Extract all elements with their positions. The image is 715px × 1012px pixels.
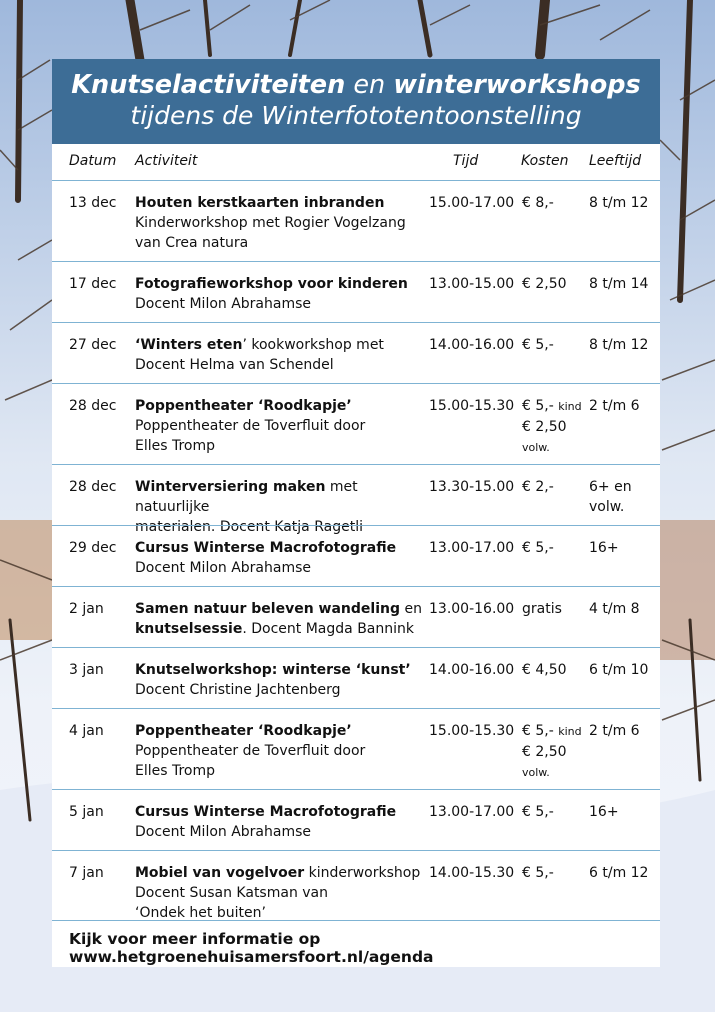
activity-line-2-text: . Docent Magda Bannink <box>242 621 414 637</box>
cost-line-1 <box>522 660 592 680</box>
row-date: 27 dec <box>69 337 117 353</box>
cost-value: € 2,50 <box>522 276 567 292</box>
activity-title: Knutselworkshop: winterse ‘kunst’ <box>135 662 411 678</box>
row-date: 28 dec <box>69 479 117 495</box>
title-banner <box>52 59 660 144</box>
row-age <box>589 599 653 619</box>
row-activity <box>135 599 430 639</box>
age-line-1: 8 t/m 12 <box>589 195 649 211</box>
activity-line-1 <box>135 863 430 883</box>
activity-title: ‘Winters eten <box>135 337 243 353</box>
activity-line-2-text: Kinderworkshop met Rogier Vogelzang <box>135 215 406 231</box>
more-info-footer: Kijk voor meer informatie op www.hetgroenehuisamersfoort.nl/agenda <box>52 920 660 966</box>
activity-line-2 <box>135 883 430 903</box>
row-activity <box>135 274 430 314</box>
age-line-1: 8 t/m 14 <box>589 276 649 292</box>
activity-title: Houten kerstkaarten inbranden <box>135 195 385 211</box>
activity-line-1 <box>135 538 430 558</box>
row-date: 7 jan <box>69 865 104 881</box>
cost-line-1 <box>522 477 592 497</box>
cost-value-2: € 2,50 <box>522 744 567 760</box>
row-time: 13.00-16.00 <box>429 601 515 617</box>
row-date: 17 dec <box>69 276 117 292</box>
row-activity <box>135 193 430 253</box>
cost-line-2 <box>522 417 592 458</box>
activity-line-2 <box>135 558 430 578</box>
cost-note: kind <box>558 725 582 738</box>
activity-line-3: ‘Ondek het buiten’ <box>135 905 266 921</box>
cost-value-2: € 2,50 <box>522 419 567 435</box>
cost-value: € 8,- <box>522 195 554 211</box>
activity-line-2-text: Docent Milon Abrahamse <box>135 560 312 576</box>
row-time: 15.00-15.30 <box>429 723 515 739</box>
age-line-1: 2 t/m 6 <box>589 398 640 414</box>
age-line-1: 8 t/m 12 <box>589 337 649 353</box>
row-time: 15.00-15.30 <box>429 398 515 414</box>
cost-note-2: volw. <box>522 441 550 454</box>
row-date: 28 dec <box>69 398 117 414</box>
row-age <box>589 660 653 680</box>
row-age <box>589 538 653 558</box>
cost-value: € 4,50 <box>522 662 567 678</box>
row-activity <box>135 396 430 456</box>
age-line-1: 6+ en <box>589 479 632 495</box>
table-row <box>52 322 660 383</box>
activity-line-2-text: Poppentheater de Toverfluit door <box>135 418 366 434</box>
cost-value: € 5,- <box>522 865 554 881</box>
activity-line-3: Elles Tromp <box>135 763 216 779</box>
activity-title: Mobiel van vogelvoer <box>135 865 305 881</box>
row-date: 3 jan <box>69 662 104 678</box>
activity-title: Poppentheater ‘Roodkapje’ <box>135 398 352 414</box>
activity-title: Cursus Winterse Macrofotografie <box>135 804 397 820</box>
activity-line-2 <box>135 294 430 314</box>
cost-line-1 <box>522 599 592 619</box>
cost-line-1 <box>522 193 592 213</box>
cost-value: € 2,- <box>522 479 554 495</box>
activity-title: Poppentheater ‘Roodkapje’ <box>135 723 352 739</box>
cost-value: € 5,- <box>522 337 554 353</box>
row-age <box>589 477 653 517</box>
activity-line-1 <box>135 802 430 822</box>
activity-line-2-text: materialen. Docent Katja Ragetli <box>135 519 363 535</box>
row-cost <box>522 335 592 355</box>
activity-title: Cursus Winterse Macrofotografie <box>135 540 397 556</box>
row-time: 13.00-17.00 <box>429 804 515 820</box>
activity-line-2-text: Docent Milon Abrahamse <box>135 824 312 840</box>
schedule-panel <box>52 59 660 967</box>
table-row <box>52 383 660 464</box>
row-age <box>589 721 653 741</box>
table-row <box>52 708 660 789</box>
activity-line-1 <box>135 274 430 294</box>
table-row <box>52 180 660 261</box>
activity-line-1 <box>135 721 430 741</box>
row-cost <box>522 193 592 213</box>
cost-line-2 <box>522 742 592 783</box>
table-row <box>52 647 660 708</box>
age-line-1: 6 t/m 12 <box>589 865 649 881</box>
row-time: 14.00-16.00 <box>429 337 515 353</box>
table-row <box>52 525 660 586</box>
activity-title-rest: met natuurlijke <box>135 479 358 515</box>
cost-line-1 <box>522 721 592 742</box>
row-activity <box>135 721 430 781</box>
activity-line-1 <box>135 660 430 680</box>
row-time: 15.00-17.00 <box>429 195 515 211</box>
row-activity <box>135 802 430 842</box>
activity-line-2 <box>135 680 430 700</box>
row-activity <box>135 335 430 375</box>
activity-line-2-text: Docent Christine Jachtenberg <box>135 682 341 698</box>
activity-line-2 <box>135 822 430 842</box>
row-age <box>589 802 653 822</box>
activity-line-2-text: Docent Milon Abrahamse <box>135 296 312 312</box>
title-line-2: tijdens de Winterfototentoonstelling <box>130 101 582 130</box>
activity-line-2 <box>135 741 430 761</box>
activity-line-1 <box>135 477 430 517</box>
row-cost <box>522 274 592 294</box>
cost-value: gratis <box>522 601 562 617</box>
cost-line-1 <box>522 538 592 558</box>
activity-title-rest: en <box>400 601 422 617</box>
schedule-rows <box>52 180 660 931</box>
activity-title-rest: ’ kookworkshop met <box>242 337 384 353</box>
row-date: 2 jan <box>69 601 104 617</box>
activity-line-2 <box>135 619 430 639</box>
row-age <box>589 274 653 294</box>
row-cost <box>522 721 592 783</box>
activity-line-1 <box>135 335 430 355</box>
cost-value: € 5,- <box>522 723 554 739</box>
row-time: 13.00-15.00 <box>429 276 515 292</box>
cost-line-1 <box>522 335 592 355</box>
row-activity <box>135 660 430 700</box>
activity-line-3: van Crea natura <box>135 235 249 251</box>
row-date: 29 dec <box>69 540 117 556</box>
activity-line-1 <box>135 396 430 416</box>
activity-line-3: Elles Tromp <box>135 438 216 454</box>
row-time: 14.00-16.00 <box>429 662 515 678</box>
row-cost <box>522 396 592 458</box>
cost-line-1 <box>522 396 592 417</box>
cost-note-2: volw. <box>522 766 550 779</box>
row-time: 13.30-15.00 <box>429 479 515 495</box>
row-activity <box>135 538 430 578</box>
table-row <box>52 789 660 850</box>
table-row <box>52 850 660 931</box>
table-row <box>52 261 660 322</box>
age-line-1: 6 t/m 10 <box>589 662 649 678</box>
row-cost <box>522 660 592 680</box>
age-line-1: 16+ <box>589 540 619 556</box>
activity-line-2 <box>135 416 430 436</box>
row-age <box>589 863 653 883</box>
age-line-1: 2 t/m 6 <box>589 723 640 739</box>
column-time: Tijd <box>453 153 479 169</box>
column-age: Leeftijd <box>589 153 642 169</box>
cost-value: € 5,- <box>522 540 554 556</box>
row-age <box>589 335 653 355</box>
table-row <box>52 586 660 647</box>
activity-line-2 <box>135 213 430 233</box>
row-age <box>589 396 653 416</box>
activity-line-2-text: Docent Susan Katsman van <box>135 885 328 901</box>
row-cost <box>522 802 592 822</box>
activity-line-2 <box>135 355 430 375</box>
activity-line-1 <box>135 599 430 619</box>
row-cost <box>522 863 592 883</box>
age-line-1: 4 t/m 8 <box>589 601 640 617</box>
title-line-1 <box>52 59 660 100</box>
row-date: 4 jan <box>69 723 104 739</box>
row-cost <box>522 538 592 558</box>
cost-value: € 5,- <box>522 804 554 820</box>
row-cost <box>522 599 592 619</box>
column-headers <box>52 144 660 180</box>
activity-line-1 <box>135 193 430 213</box>
row-date: 13 dec <box>69 195 117 211</box>
cost-value: € 5,- <box>522 398 554 414</box>
column-cost: Kosten <box>521 153 569 169</box>
row-activity <box>135 863 430 923</box>
row-time: 13.00-17.00 <box>429 540 515 556</box>
row-date: 5 jan <box>69 804 104 820</box>
cost-line-1 <box>522 274 592 294</box>
column-activity: Activiteit <box>135 153 198 169</box>
activity-line-2-text: Poppentheater de Toverfluit door <box>135 743 366 759</box>
activity-title-rest: kinderworkshop <box>304 865 421 881</box>
title-connector: en <box>353 70 386 100</box>
activity-line-2-text: Docent Helma van Schendel <box>135 357 334 373</box>
row-cost <box>522 477 592 497</box>
activity-title: Winterversiering maken <box>135 479 326 495</box>
age-line-2: volw. <box>589 499 625 515</box>
row-age <box>589 193 653 213</box>
table-row <box>52 464 660 535</box>
cost-line-1 <box>522 802 592 822</box>
activity-line-2-bold: knutselsessie <box>135 621 243 637</box>
cost-line-1 <box>522 863 592 883</box>
title-bold-a: Knutselactiviteiten <box>71 70 346 100</box>
cost-note: kind <box>558 400 582 413</box>
column-date: Datum <box>69 153 117 169</box>
title-bold-b: winterworkshops <box>393 70 641 100</box>
activity-title: Fotografieworkshop voor kinderen <box>135 276 408 292</box>
row-time: 14.00-15.30 <box>429 865 515 881</box>
age-line-1: 16+ <box>589 804 619 820</box>
activity-title: Samen natuur beleven wandeling <box>135 601 400 617</box>
